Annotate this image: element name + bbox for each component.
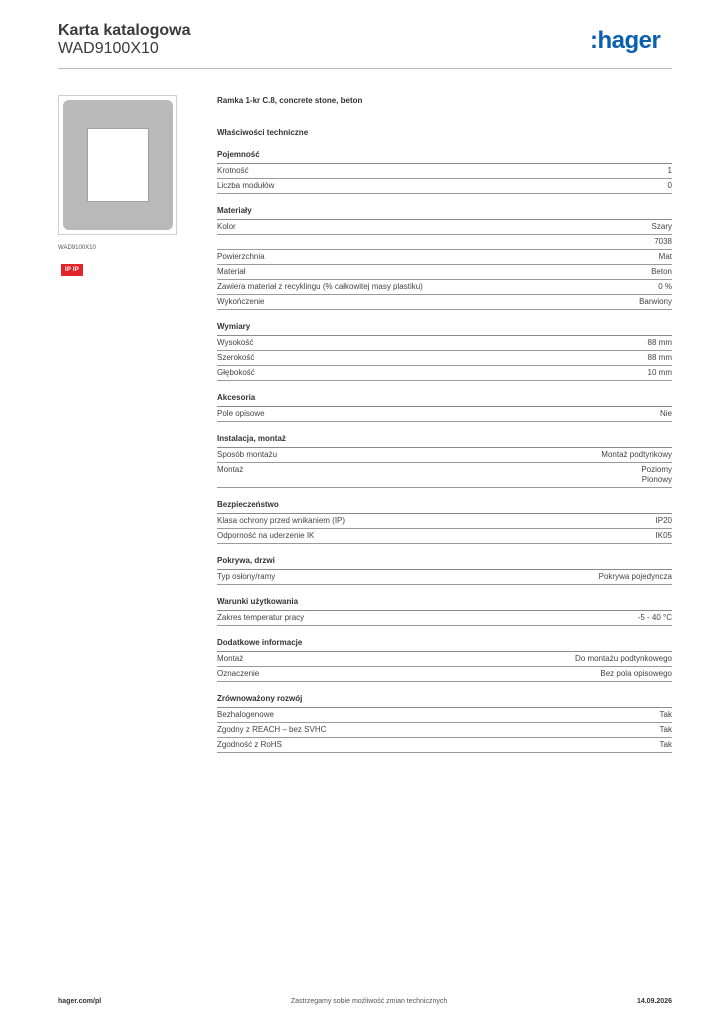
frame-opening xyxy=(87,128,149,202)
spec-row xyxy=(217,529,672,544)
spec-group xyxy=(217,500,672,544)
spec-value: 0 % xyxy=(658,282,672,291)
spec-value: 1 xyxy=(667,166,672,175)
spec-label: Głębokość xyxy=(217,368,255,377)
hager-logo-text: :hager xyxy=(590,28,661,54)
spec-row xyxy=(217,366,672,381)
spec-label: Wykończenie xyxy=(217,297,265,306)
spec-row xyxy=(217,164,672,179)
spec-group-title: Instalacja, montaż xyxy=(217,434,672,448)
spec-row xyxy=(217,667,672,682)
spec-row xyxy=(217,295,672,310)
spec-value: Bez pola opisowego xyxy=(600,669,672,678)
spec-value: Do montażu podtynkowego xyxy=(575,654,672,663)
spec-groups xyxy=(217,150,672,753)
spec-value: Nie xyxy=(659,409,672,418)
document-header xyxy=(58,22,190,58)
ip-badge-label: IP IP xyxy=(65,267,79,273)
spec-row xyxy=(217,235,672,250)
spec-label: Materiał xyxy=(217,267,246,276)
spec-label: Sposób montażu xyxy=(217,450,278,459)
spec-label: Odporność na uderzenie IK xyxy=(217,531,315,540)
spec-group xyxy=(217,206,672,310)
spec-group xyxy=(217,638,672,682)
spec-row xyxy=(217,250,672,265)
spec-row xyxy=(217,652,672,667)
footer-notice: Zastrzegamy sobie możliwość zmian technicznych xyxy=(290,998,448,1005)
spec-label: Bezhalogenowe xyxy=(217,710,274,719)
spec-value: IP20 xyxy=(655,516,672,525)
spec-row xyxy=(217,179,672,194)
spec-row xyxy=(217,463,672,488)
spec-row xyxy=(217,220,672,235)
spec-value: Mat xyxy=(658,252,672,261)
spec-value: Szary xyxy=(651,222,672,231)
spec-group xyxy=(217,322,672,381)
spec-value: 88 mm xyxy=(647,353,672,362)
spec-row xyxy=(217,448,672,463)
spec-row xyxy=(217,514,672,529)
spec-value: Barwiony xyxy=(639,297,672,306)
spec-value: IK05 xyxy=(655,531,672,540)
spec-row xyxy=(217,570,672,585)
spec-label: Zgodność z RoHS xyxy=(217,740,282,749)
spec-label: Szerokość xyxy=(217,353,255,362)
spec-group-title: Pojemność xyxy=(217,150,672,164)
footer-site-link[interactable]: hager.com/pl xyxy=(58,998,102,1005)
spec-label: Zgodny z REACH – bez SVHC xyxy=(217,725,327,734)
spec-group-title: Pokrywa, drzwi xyxy=(217,556,672,570)
spec-group xyxy=(217,150,672,194)
spec-label: Klasa ochrony przed wnikaniem (IP) xyxy=(217,516,346,525)
spec-group xyxy=(217,556,672,585)
spec-row xyxy=(217,407,672,422)
section-title: Właściwości techniczne xyxy=(217,128,309,137)
spec-value: Tak xyxy=(659,740,672,749)
spec-group xyxy=(217,434,672,488)
spec-row xyxy=(217,738,672,753)
spec-label: Pole opisowe xyxy=(217,409,265,418)
product-image-caption: WAD9100X10 xyxy=(58,245,96,251)
spec-group-title: Zrównoważony rozwój xyxy=(217,694,672,708)
spec-row xyxy=(217,611,672,626)
spec-value: Tak xyxy=(659,710,672,719)
spec-content xyxy=(217,96,672,753)
spec-group-title: Bezpieczeństwo xyxy=(217,500,672,514)
spec-label: Montaż xyxy=(217,654,244,663)
spec-group-title: Dodatkowe informacje xyxy=(217,638,672,652)
document-title: Karta katalogowa xyxy=(58,22,191,39)
spec-label: Zawiera materiał z recyklingu (% całkowitej masy plastiku) xyxy=(217,282,423,291)
spec-value: 0 xyxy=(667,181,672,190)
product-title: Ramka 1-kr C.8, concrete stone, beton xyxy=(217,96,363,105)
spec-label: Liczba modułów xyxy=(217,181,275,190)
spec-row xyxy=(217,351,672,366)
product-image xyxy=(58,95,177,235)
hager-logo xyxy=(590,26,672,58)
spec-group-title: Akcesoria xyxy=(217,393,672,407)
spec-row xyxy=(217,265,672,280)
spec-label: Montaż xyxy=(217,465,244,474)
spec-group-title: Materiały xyxy=(217,206,672,220)
footer-date: 14.09.2026 xyxy=(636,998,672,1005)
spec-row xyxy=(217,280,672,295)
spec-group xyxy=(217,393,672,422)
spec-label: Powierzchnia xyxy=(217,252,265,261)
document-footer xyxy=(58,998,672,1005)
spec-group xyxy=(217,597,672,626)
spec-value: Pokrywa pojedyncza xyxy=(598,572,672,581)
spec-value: 88 mm xyxy=(647,338,672,347)
header-divider xyxy=(58,68,672,69)
spec-group xyxy=(217,694,672,753)
spec-value: Tak xyxy=(659,725,672,734)
spec-group-title: Wymiary xyxy=(217,322,672,336)
spec-row xyxy=(217,723,672,738)
spec-row xyxy=(217,708,672,723)
spec-label: Krotność xyxy=(217,166,249,175)
ip-rating-icon xyxy=(61,264,83,276)
spec-label: Typ osłony/ramy xyxy=(217,572,276,581)
product-code: WAD9100X10 xyxy=(58,40,159,57)
spec-value: Montaż podtynkowy xyxy=(601,450,672,459)
spec-label: Oznaczenie xyxy=(217,669,260,678)
spec-value: Beton xyxy=(651,267,672,276)
spec-label: Zakres temperatur pracy xyxy=(217,613,305,622)
spec-value: 10 mm xyxy=(647,368,672,377)
spec-row xyxy=(217,336,672,351)
spec-value: Poziomy Pionowy xyxy=(641,465,672,484)
frame-picture xyxy=(63,100,173,230)
spec-value: 7038 xyxy=(654,237,672,246)
spec-group-title: Warunki użytkowania xyxy=(217,597,672,611)
spec-label: Kolor xyxy=(217,222,236,231)
spec-label: Wysokość xyxy=(217,338,254,347)
spec-value: -5 - 40 °C xyxy=(637,613,672,622)
